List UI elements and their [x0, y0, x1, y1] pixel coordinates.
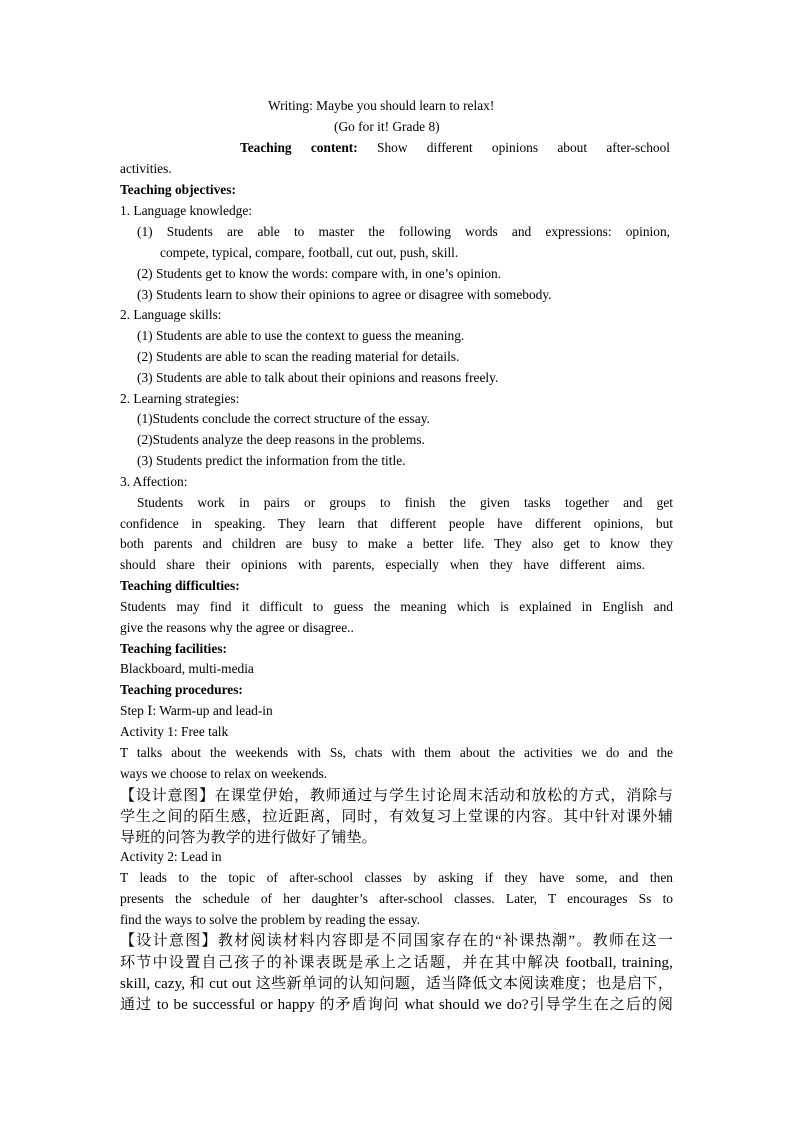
activity-1-line: ways we choose to relax on weekends.: [120, 766, 328, 781]
skills-item: (1) Students are able to use the context to guess the meaning.: [137, 328, 465, 343]
procedures-heading: Teaching procedures:: [120, 682, 243, 697]
skills-heading: 2. Language skills:: [120, 307, 222, 322]
design-intent-2-line: 环节中设置自己孩子的补课表既是承上之话题，并在其中解决 football, training,: [120, 955, 673, 971]
title-line-1: Writing: Maybe you should learn to relax!: [268, 98, 495, 113]
activity-1-line: T talks about the weekends with Ss, chats with them about the activities we do and the: [120, 745, 673, 760]
affection-line: Students work in pairs or groups to finish the given tasks together and get: [137, 495, 673, 510]
design-intent-1-line: 【设计意图】在课堂伊始，教师通过与学生讨论周末活动和放松的方式，消除与: [120, 788, 673, 804]
activity-1-title: Activity 1: Free talk: [120, 724, 229, 739]
strategies-item: (3) Students predict the information from the title.: [137, 453, 406, 468]
knowledge-item: (2) Students get to know the words: compare with, in one’s opinion.: [137, 266, 502, 281]
affection-line: should share their opinions with parents, especially when they have different aims.: [120, 557, 645, 572]
skills-item: (2) Students are able to scan the reading material for details.: [137, 349, 460, 364]
objectives-heading: Teaching objectives:: [120, 182, 236, 197]
activity-2-title: Activity 2: Lead in: [120, 849, 222, 864]
teaching-content-cont: activities.: [120, 161, 172, 176]
difficulties-line: Students may find it difficult to guess the meaning which is explained in English and: [120, 599, 673, 614]
strategies-item: (1)Students conclude the correct structure of the essay.: [137, 411, 430, 426]
affection-line: confidence in speaking. They learn that different people have different opinions, but: [120, 516, 673, 531]
knowledge-item: compete, typical, compare, football, cut out, push, skill.: [160, 245, 459, 260]
step-1-title: Step Ⅰ: Warm-up and lead-in: [120, 703, 273, 718]
design-intent-1-line: 导班的问答为教学的进行做好了铺垫。: [120, 830, 377, 846]
strategies-heading: 2. Learning strategies:: [120, 391, 240, 406]
difficulties-heading: Teaching difficulties:: [120, 578, 240, 593]
teaching-content-text: Show different opinions about after-school: [357, 140, 670, 155]
skills-item: (3) Students are able to talk about their opinions and reasons freely.: [137, 370, 499, 385]
design-intent-1-line: 学生之间的陌生感，拉近距离，同时，有效复习上堂课的内容。其中针对课外辅: [120, 809, 673, 825]
teaching-content: [240, 138, 670, 159]
knowledge-heading: 1. Language knowledge:: [120, 203, 253, 218]
title-line-2: (Go for it! Grade 8): [334, 119, 440, 134]
teaching-content-label: Teaching content:: [240, 140, 358, 155]
affection-line: both parents and children are busy to make a better life. They also get to know they: [120, 536, 673, 551]
facilities-heading: Teaching facilities:: [120, 641, 227, 656]
activity-2-line: presents the schedule of her daughter’s after-school classes. Later, T encourages Ss to: [120, 891, 673, 906]
affection-heading: 3. Affection:: [120, 474, 188, 489]
activity-2-line: T leads to the topic of after-school classes by asking if they have some, and then: [120, 870, 673, 885]
design-intent-2-line: 【设计意图】教材阅读材料内容即是不同国家存在的“补课热潮”。教师在这一: [120, 933, 673, 949]
knowledge-item: (3) Students learn to show their opinions to agree or disagree with somebody.: [137, 287, 552, 302]
strategies-item: (2)Students analyze the deep reasons in the problems.: [137, 432, 425, 447]
difficulties-line: give the reasons why the agree or disagree..: [120, 620, 354, 635]
knowledge-item: (1) Students are able to master the following words and expressions: opinion,: [137, 224, 670, 239]
activity-2-line: find the ways to solve the problem by reading the essay.: [120, 912, 420, 927]
facilities-text: Blackboard, multi-media: [120, 661, 254, 676]
design-intent-2-line: skill, cazy, 和 cut out 这些新单词的认知问题，适当降低文本阅读难度；也是启下，: [120, 976, 673, 992]
design-intent-2-line: 通过 to be successful or happy 的矛盾询问 what should we do?引导学生在之后的阅: [120, 997, 673, 1013]
